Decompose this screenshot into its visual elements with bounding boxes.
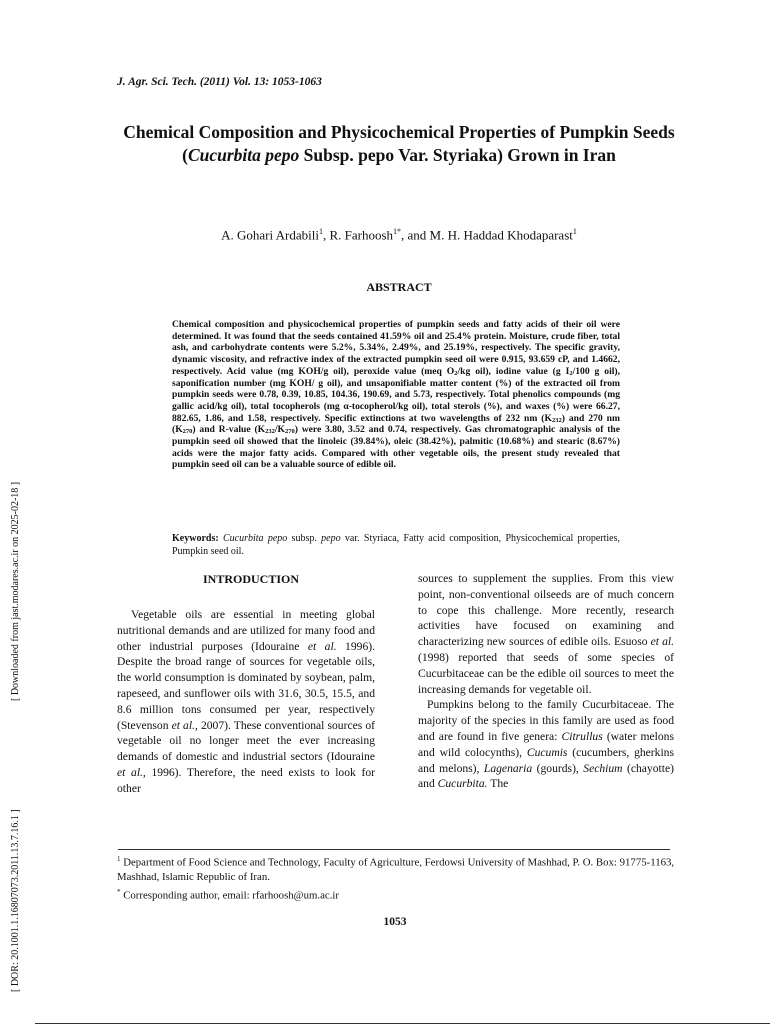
- intro-right-column: [418, 571, 674, 792]
- intro-paragraph: sources to supplement the supplies. From this view point, non-conventional oilseeds are of much concern to cope this challenge. More recently, research activities have focused on examining and characterizing new sources of edible oils. Esuoso et al. (1998) reported that seeds of some species of Cucurbitaceae can be the edible oil sources to meet the increasing demands for vegetable oil.: [418, 572, 674, 696]
- abstract-text: Chemical composition and physicochemical properties of pumpkin seeds and fatty acids of their oil were determined. It was found that the seeds contained 41.59% oil and 25.4% protein. Moisture, crude fiber, total ash, and carbohydrate contents were 5.2%, 5.34%, 2.49%, and 25.19%, respectively. The specific gravity, dynamic viscosity, and refractive index of the extracted pumpkin seed oil were 0.915, 93.659 cP, and 1.4662, respectively. Acid value (mg KOH/g oil), peroxide value (meq $O_2/kg$ oil), iodine value (g $I_2/100$ g oil), saponification number (mg KOH/ g oil), and unsaponifiable matter content (%) of the extracted oil from pumpkin seeds were 0.78, 0.39, 10.85, 104.36, 190.69, and 5.73, respectively. Total phenolics compounds (mg gallic acid/kg oil), total tocopherols (mg α-tocopherol/kg oil), total sterols (%), and waxes (%) were 66.27, 882.65, 1.86, and 1.58, respectively. Specific extinctions at two wavelengths of 232 nm $(K_{232})$ and 270 nm $(K_{270})$ and R-value $(K_{232}/K_{270})$ were 3.80, 3.52 and 0.74, respectively. Gas chromatographic analysis of the pumpkin seed oil showed that the linoleic (39.84%), oleic (38.42%), palmitic (10.68%) and stearic (8.67%) acids were the major fatty acids. Compared with other vegetable oils, the present study revealed that pumpkin seed oil can be a valuable source of edible oil.: [172, 319, 620, 471]
- intro-paragraph: Pumpkins belong to the family Cucurbitaceae. The majority of the species in this family are used as food and are found in five genera: Citrullus (water melons and wild colocynths), Cucumis (cucumbers, gherkins and melons), Lagenaria (gourds), Sechium (chayotte) and Cucurbita. The: [418, 698, 674, 791]
- footnote-corresponding-author: * Corresponding author, email: rfarhoosh@um.ac.ir: [117, 887, 339, 902]
- keywords: Keywords: Cucurbita pepo subsp. pepo var. Styriaca, Fatty acid composition, Physicochemical properties, Pumpkin seed oil.: [172, 533, 621, 557]
- introduction-heading: INTRODUCTION: [202, 572, 299, 586]
- download-stamp: [ Downloaded from jast.modares.ac.ir on 2025-02-18 ]: [10, 481, 21, 701]
- abstract-heading: ABSTRACT: [366, 280, 432, 294]
- footnotes: [117, 852, 677, 903]
- page-number: 1053: [383, 916, 407, 928]
- journal-citation: J. Agr. Sci. Tech. (2011) Vol. 13: 1053-1063: [117, 76, 322, 88]
- author-list: A. Gohari Ardabili$^1$, R. Farhoosh$^{1*}$, and M. H. Haddad Khodaparast$^1$: [221, 227, 577, 243]
- paper-title: Chemical Composition and Physicochemical Properties of Pumpkin Seeds (Cucurbita pepo Subsp. pepo Var. Styriaka) Grown in Iran: [123, 122, 675, 165]
- intro-paragraph: Vegetable oils are essential in meeting global nutritional demands and are utilized for many food and other industrial purposes (Idouraine et al. 1996). Despite the broad range of sources for vegetable oils, the world consumption is dominated by soybean, palm, rapeseed, and sunflower oils with 31.6, 30.5, 15.5, and 8.6 million tons consumed per year, respectively (Stevenson et al., 2007). These conventional sources of vegetable oil no longer meet the ever increasing demands of domestic and industrial sectors (Idouraine et al., 1996). Therefore, the need exists to look for other: [117, 608, 375, 795]
- dor-stamp: [ DOR: 20.1001.1.16807073.2011.13.7.16.1 ]: [10, 809, 21, 992]
- intro-left-column: [117, 607, 375, 797]
- footnote-affiliation: $^1$ Department of Food Science and Technology, Faculty of Agriculture, Ferdowsi University of Mashhad, P. O. Box: 91775-1163, Mashhad, Islamic Republic of Iran.: [117, 855, 675, 884]
- keywords-label: Keywords:: [172, 533, 219, 544]
- footnote-divider: [118, 849, 670, 850]
